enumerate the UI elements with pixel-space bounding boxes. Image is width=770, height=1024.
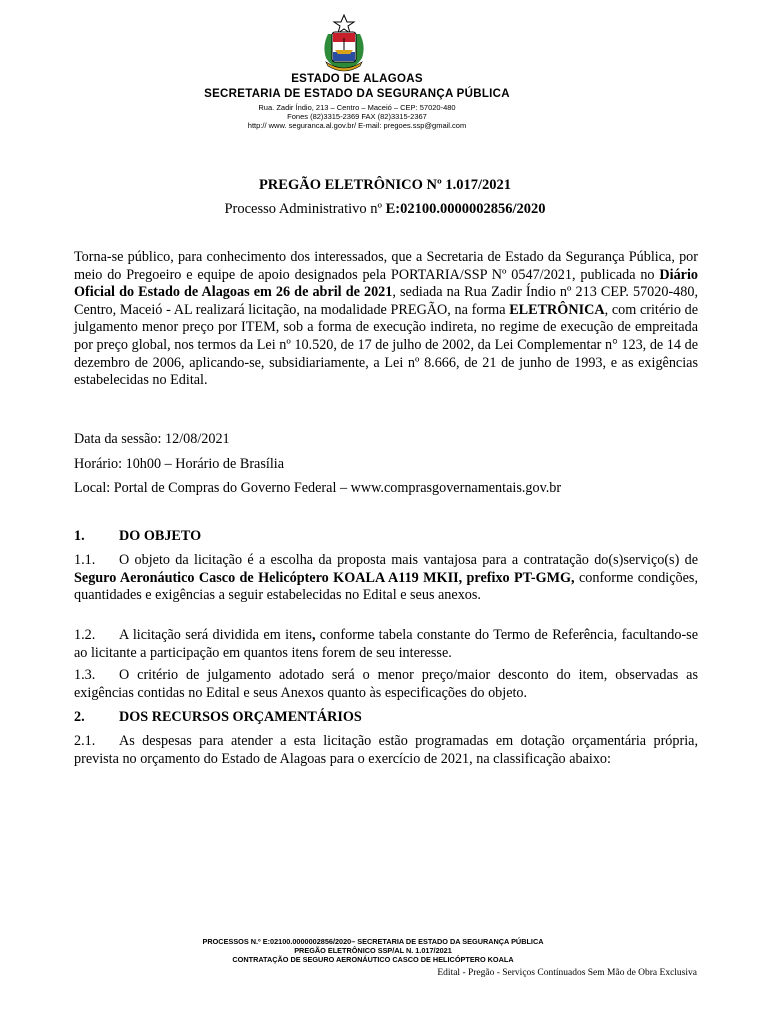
session-place: Local: Portal de Compras do Governo Federal – www.comprasgovernamentais.gov.br xyxy=(74,480,562,496)
document-title: PREGÃO ELETRÔNICO Nº 1.017/2021 xyxy=(258,177,512,193)
section-2-number: 2. xyxy=(74,709,85,725)
item-1-2-number: 1.2. xyxy=(74,627,96,643)
item-1-1-number: 1.1. xyxy=(74,552,96,568)
header-web-email: http:// www. seguranca.al.gov.br/ E-mail: pregoes.ssp@gmail.com xyxy=(247,121,467,130)
alagoas-coat-of-arms-logo xyxy=(318,14,370,72)
item-1-1-text: O objeto da licitação é a escolha da proposta mais vantajosa para a contratação do(s)serviço(s) de xyxy=(119,552,698,568)
secretariat-name: SECRETARIA DE ESTADO DA SEGURANÇA PÚBLICA xyxy=(204,88,510,100)
section-2-heading xyxy=(74,709,362,726)
item-1-2 xyxy=(74,627,698,662)
process-id: E:02100.0000002856/2020 xyxy=(385,201,546,217)
footer-process: PROCESSOS N.º E:02100.0000002856/2020– SECRETARIA DE ESTADO DA SEGURANÇA PÚBLICA xyxy=(202,937,544,946)
intro-text-1: Torna-se público, para conhecimento dos interessados, que a Secretaria de Estado da Segurança Pública, por meio do Pregoeiro e equipe de apoio designados pela PORTARIA/SSP Nº 0547/2021, publicada no xyxy=(74,249,698,283)
item-1-3-text: O critério de julgamento adotado será o menor preço/maior desconto do item, observadas as exigências contidas no Edital e seus Anexos quanto às especificações do objeto. xyxy=(74,667,698,701)
header-address: Rua. Zadir Índio, 213 – Centro – Maceió – CEP: 57020-480 xyxy=(258,103,456,112)
item-1-2-comma: , xyxy=(311,627,316,643)
state-name: ESTADO DE ALAGOAS xyxy=(291,73,423,85)
item-1-3-number: 1.3. xyxy=(74,667,96,683)
header-phones: Fones (82)3315-2369 FAX (82)3315-2367 xyxy=(287,112,427,121)
section-1-number: 1. xyxy=(74,528,85,544)
footer-edital-type: Edital - Pregão - Serviços Contínuados Sem Mão de Obra Exclusiva xyxy=(437,968,697,978)
intro-bold-2: ELETRÔNICA xyxy=(509,301,605,318)
item-1-1-text-end: conforme condições, quantidades e exigências a seguir estabelecidas no Edital e seus anexos. xyxy=(74,569,698,604)
session-time: Horário: 10h00 – Horário de Brasília xyxy=(74,456,284,472)
item-1-3 xyxy=(74,667,698,702)
section-2-title: DOS RECURSOS ORÇAMENTÁRIOS xyxy=(119,709,362,725)
item-1-1 xyxy=(74,552,698,605)
intro-paragraph xyxy=(74,249,698,390)
section-1-heading xyxy=(74,528,201,545)
session-date: Data da sessão: 12/08/2021 xyxy=(74,431,230,447)
intro-text-2: , sediada na Rua Zadir Índio nº 213 CEP. 57020-480, Centro, Maceió - AL realizará licitação, na modalidade PREGÃO, na forma xyxy=(74,284,698,318)
section-1-title: DO OBJETO xyxy=(119,528,202,544)
process-number xyxy=(0,201,770,218)
item-2-1-text: As despesas para atender a esta licitação estão programadas em dotação orçamentária própria, prevista no orçamento do Estado de Alagoas para o exercício de 2021, na classificação abaixo: xyxy=(74,733,698,767)
item-2-1 xyxy=(74,733,698,768)
intro-bold-1: Diário Oficial do Estado de Alagoas em 26 de abril de 2021 xyxy=(74,266,698,301)
item-1-2-text: A licitação será dividida em itens xyxy=(119,627,312,643)
footer-pregao: PREGÃO ELETRÔNICO SSP/AL N. 1.017/2021 xyxy=(294,946,452,955)
footer-contract: CONTRATAÇÃO DE SEGURO AERONÁUTICO CASCO DE HELICÓPTERO KOALA xyxy=(232,955,514,964)
item-1-2-text-end: conforme tabela constante do Termo de Referência, facultando-se ao licitante a participação em quantos itens forem de seu interesse. xyxy=(74,627,698,661)
intro-text-3: , com critério de julgamento menor preço por ITEM, sob a forma de execução indireta, no regime de execução de empreitada por preço global, nos termos da Lei nº 10.520, de 17 de julho de 2002, da Lei Complementar n° 123, de 14 de dezembro de 2006, aplicando-se, subsidiariamente, a Lei nº 8.666, de 21 de junho de 1993, e as exigências estabelecidas no Edital. xyxy=(74,301,699,389)
process-label: Processo Administrativo nº xyxy=(224,201,386,217)
item-1-1-bold: Seguro Aeronáutico Casco de Helicóptero KOALA A119 MKII, prefixo PT-GMG, xyxy=(74,569,575,586)
item-2-1-number: 2.1. xyxy=(74,733,96,749)
